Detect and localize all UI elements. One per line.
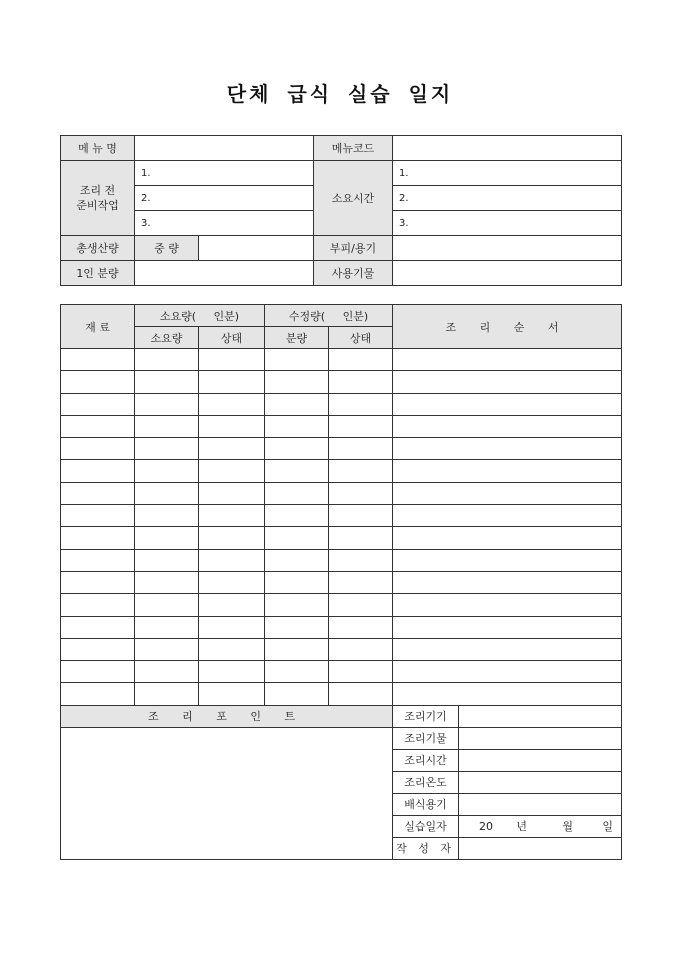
equipment-field[interactable]: [459, 705, 622, 727]
revised-amount-cell[interactable]: [265, 438, 329, 460]
side-label-equipment: 조리기기: [393, 705, 459, 727]
sub-required-header: 소요량: [135, 327, 199, 349]
time-item-3[interactable]: 3.: [393, 211, 622, 236]
required-amount-cell[interactable]: [135, 527, 199, 549]
required-state-cell[interactable]: [199, 505, 265, 527]
side-label-time: 조리시간: [393, 749, 459, 771]
table-row: [61, 638, 622, 660]
points-header: 조 리 포 인 트: [61, 705, 393, 727]
table-row: [61, 460, 622, 482]
required-amount-cell[interactable]: [135, 638, 199, 660]
required-amount-cell[interactable]: [135, 349, 199, 371]
ingredient-cell[interactable]: [61, 393, 135, 415]
weight-field[interactable]: [199, 236, 314, 261]
revised-state-cell[interactable]: [329, 683, 393, 705]
revised-amount-cell[interactable]: [265, 349, 329, 371]
prep-label-line2: 준비작업: [76, 199, 119, 212]
practice-date-field[interactable]: [459, 815, 622, 837]
steps-cell[interactable]: [393, 393, 622, 415]
revised-state-cell[interactable]: [329, 482, 393, 504]
revised-amount-cell[interactable]: [265, 683, 329, 705]
time-item-1[interactable]: 1.: [393, 161, 622, 186]
time-label: 소요시간: [314, 161, 393, 236]
required-group-header: 소요량( 인분): [135, 305, 265, 327]
serving-vessel-field[interactable]: [459, 793, 622, 815]
sub-state2-header: 상태: [329, 327, 393, 349]
table-row: [61, 594, 622, 616]
required-amount-cell[interactable]: [135, 415, 199, 437]
side-label-author: 작 성 자: [393, 837, 459, 859]
revised-amount-cell[interactable]: [265, 393, 329, 415]
steps-cell[interactable]: [393, 638, 622, 660]
required-state-cell[interactable]: [199, 616, 265, 638]
steps-cell[interactable]: [393, 460, 622, 482]
ingredient-cell[interactable]: [61, 638, 135, 660]
revised-state-cell[interactable]: [329, 438, 393, 460]
revised-state-cell[interactable]: [329, 571, 393, 593]
table-row: [61, 349, 622, 371]
revised-state-cell[interactable]: [329, 549, 393, 571]
revised-amount-cell[interactable]: [265, 527, 329, 549]
ingredient-cell[interactable]: [61, 460, 135, 482]
sub-amount-header: 분량: [265, 327, 329, 349]
revised-amount-cell[interactable]: [265, 482, 329, 504]
info-table: [60, 135, 622, 286]
required-amount-cell[interactable]: [135, 371, 199, 393]
total-yield-label: 총생산량: [61, 236, 135, 261]
page-title: 단체 급식 실습 일지: [226, 82, 454, 106]
table-row: [61, 505, 622, 527]
required-state-cell[interactable]: [199, 415, 265, 437]
per-serving-label: 1인 분량: [61, 261, 135, 286]
author-field[interactable]: [459, 837, 622, 859]
required-state-cell[interactable]: [199, 594, 265, 616]
ingredient-cell[interactable]: [61, 661, 135, 683]
steps-cell[interactable]: [393, 549, 622, 571]
steps-cell[interactable]: [393, 571, 622, 593]
volume-label: 부피/용기: [314, 236, 393, 261]
ingredient-cell[interactable]: [61, 505, 135, 527]
table-row: [61, 616, 622, 638]
table-row: [61, 482, 622, 504]
side-label-serving-vessel: 배식용기: [393, 793, 459, 815]
steps-cell[interactable]: [393, 505, 622, 527]
table-row: [61, 438, 622, 460]
side-label-temp: 조리온도: [393, 771, 459, 793]
cook-utensils-field[interactable]: [459, 727, 622, 749]
revised-state-cell[interactable]: [329, 505, 393, 527]
required-amount-cell[interactable]: [135, 616, 199, 638]
ingredient-cell[interactable]: [61, 683, 135, 705]
revised-amount-cell[interactable]: [265, 549, 329, 571]
steps-cell[interactable]: [393, 616, 622, 638]
table-row: [61, 415, 622, 437]
revised-state-cell[interactable]: [329, 616, 393, 638]
required-state-cell[interactable]: [199, 661, 265, 683]
ingredient-header: 재 료: [61, 305, 135, 349]
required-amount-cell[interactable]: [135, 460, 199, 482]
menu-name-field[interactable]: [135, 136, 314, 161]
date-month: 월: [562, 820, 574, 834]
revised-amount-cell[interactable]: [265, 460, 329, 482]
required-amount-cell[interactable]: [135, 393, 199, 415]
revised-amount-cell[interactable]: [265, 594, 329, 616]
revised-state-cell[interactable]: [329, 415, 393, 437]
side-label-date: 실습일자: [393, 815, 459, 837]
steps-cell[interactable]: [393, 661, 622, 683]
revised-state-cell[interactable]: [329, 527, 393, 549]
required-state-cell[interactable]: [199, 638, 265, 660]
ingredient-cell[interactable]: [61, 371, 135, 393]
steps-cell[interactable]: [393, 415, 622, 437]
required-amount-cell[interactable]: [135, 549, 199, 571]
table-row: [61, 661, 622, 683]
side-label-utensils: 조리기물: [393, 727, 459, 749]
steps-cell[interactable]: [393, 594, 622, 616]
required-amount-cell[interactable]: [135, 482, 199, 504]
revised-amount-cell[interactable]: [265, 505, 329, 527]
utensils-field[interactable]: [393, 261, 622, 286]
prep-label: [61, 161, 135, 236]
revised-state-cell[interactable]: [329, 460, 393, 482]
revised-amount-cell[interactable]: [265, 616, 329, 638]
ingredient-cell[interactable]: [61, 349, 135, 371]
cook-time-field[interactable]: [459, 749, 622, 771]
required-amount-cell[interactable]: [135, 571, 199, 593]
required-amount-cell[interactable]: [135, 438, 199, 460]
points-field[interactable]: [61, 727, 393, 859]
utensils-label: 사용기물: [314, 261, 393, 286]
table-row: [61, 527, 622, 549]
time-item-2[interactable]: 2.: [393, 186, 622, 211]
steps-cell[interactable]: [393, 482, 622, 504]
revised-amount-cell[interactable]: [265, 415, 329, 437]
steps-cell[interactable]: [393, 527, 622, 549]
required-state-cell[interactable]: [199, 460, 265, 482]
prep-item-1[interactable]: 1.: [135, 161, 314, 186]
revised-amount-cell[interactable]: [265, 371, 329, 393]
date-year: 년: [516, 820, 528, 834]
weight-label: 중 량: [135, 236, 199, 261]
steps-cell[interactable]: [393, 349, 622, 371]
required-amount-cell[interactable]: [135, 683, 199, 705]
required-state-cell[interactable]: [199, 571, 265, 593]
per-serving-field[interactable]: [135, 261, 314, 286]
ingredient-cell[interactable]: [61, 482, 135, 504]
ingredient-cell[interactable]: [61, 415, 135, 437]
cook-temp-field[interactable]: [459, 771, 622, 793]
steps-cell[interactable]: [393, 683, 622, 705]
revised-amount-cell[interactable]: [265, 661, 329, 683]
ingredient-cell[interactable]: [61, 594, 135, 616]
required-state-cell[interactable]: [199, 527, 265, 549]
menu-code-field[interactable]: [393, 136, 622, 161]
required-amount-cell[interactable]: [135, 505, 199, 527]
prep-item-3[interactable]: 3.: [135, 211, 314, 236]
required-amount-cell[interactable]: [135, 661, 199, 683]
revised-state-cell[interactable]: [329, 638, 393, 660]
revised-state-cell[interactable]: [329, 661, 393, 683]
revised-amount-cell[interactable]: [265, 638, 329, 660]
steps-cell[interactable]: [393, 438, 622, 460]
table-row: [61, 683, 622, 705]
recipe-table: [60, 304, 622, 860]
revised-state-cell[interactable]: [329, 371, 393, 393]
table-row: [61, 393, 622, 415]
prep-label-line1: 조리 전: [79, 184, 116, 197]
date-day: 일: [602, 820, 614, 834]
revised-group-header: 수정량( 인분): [265, 305, 393, 327]
revised-amount-cell[interactable]: [265, 571, 329, 593]
steps-header: 조 리 순 서: [393, 305, 622, 349]
revised-state-cell[interactable]: [329, 349, 393, 371]
sub-state-header: 상태: [199, 327, 265, 349]
prep-item-2[interactable]: 2.: [135, 186, 314, 211]
revised-state-cell[interactable]: [329, 594, 393, 616]
volume-field[interactable]: [393, 236, 622, 261]
date-year-prefix: 20: [479, 820, 494, 834]
required-amount-cell[interactable]: [135, 594, 199, 616]
ingredient-cell[interactable]: [61, 438, 135, 460]
required-state-cell[interactable]: [199, 393, 265, 415]
revised-state-cell[interactable]: [329, 393, 393, 415]
required-state-cell[interactable]: [199, 482, 265, 504]
required-state-cell[interactable]: [199, 549, 265, 571]
ingredient-cell[interactable]: [61, 527, 135, 549]
steps-cell[interactable]: [393, 371, 622, 393]
ingredient-cell[interactable]: [61, 571, 135, 593]
table-row: [61, 571, 622, 593]
menu-name-label: 메 뉴 명: [61, 136, 135, 161]
required-state-cell[interactable]: [199, 683, 265, 705]
ingredient-cell[interactable]: [61, 616, 135, 638]
table-row: [61, 549, 622, 571]
required-state-cell[interactable]: [199, 349, 265, 371]
ingredient-cell[interactable]: [61, 549, 135, 571]
required-state-cell[interactable]: [199, 371, 265, 393]
menu-code-label: 메뉴코드: [314, 136, 393, 161]
table-row: [61, 371, 622, 393]
required-state-cell[interactable]: [199, 438, 265, 460]
